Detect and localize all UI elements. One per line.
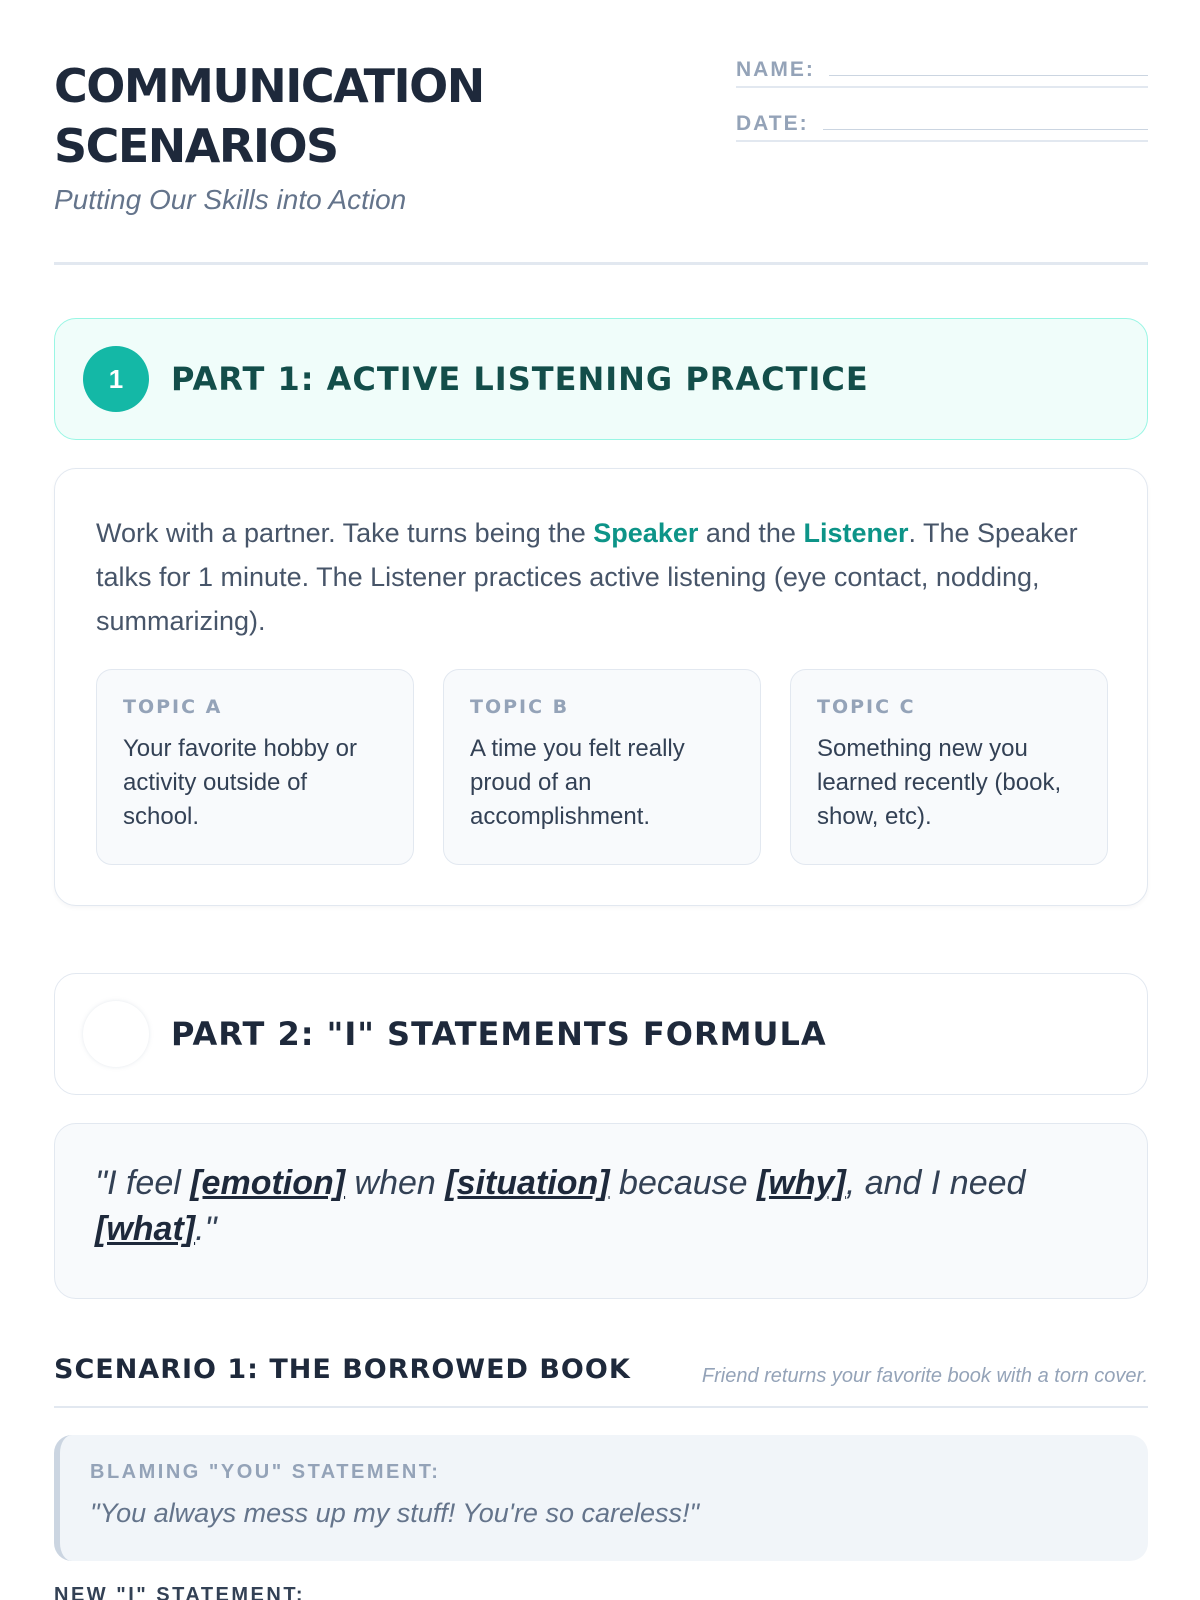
blaming-statement-text: "You always mess up my stuff! You're so careless!" [90,1498,700,1528]
scenario-title: SCENARIO 1: THE BORROWED BOOK [54,1354,631,1385]
part1-instructions [96,511,1106,643]
name-field[interactable] [829,75,1148,76]
intro-text-2: and the [698,518,804,548]
formula-blank-what: [what] [95,1210,196,1248]
formula-blank-why: [why] [757,1164,846,1202]
i-statement-formula [54,1123,1148,1299]
topic-card-b [443,669,761,865]
scenario-divider [54,1406,1148,1408]
title-line-1: COMMUNICATION [54,59,484,113]
topic-label: TOPIC B [470,696,570,718]
intro-text-1: Work with a partner. Take turns being the [96,518,594,548]
date-field[interactable] [823,129,1148,130]
part2-title: PART 2: "I" STATEMENTS FORMULA [171,1015,827,1053]
blaming-statement-label: BLAMING "YOU" STATEMENT: [90,1461,441,1483]
intro-text-3: . The Speaker talks for 1 minute. The Listener practices active listening (eye contact, nodding, summarizing). [96,518,1078,636]
formula-text: ." [195,1210,217,1248]
page-title [54,56,484,176]
formula-blank-emotion: [emotion] [190,1164,346,1202]
formula-text: because [609,1164,758,1202]
part2-step-badge: 2 [83,1001,149,1067]
formula-blank-situation: [situation] [445,1164,610,1202]
part1-title: PART 1: ACTIVE LISTENING PRACTICE [171,360,869,398]
formula-text: "I feel [95,1164,191,1202]
topic-card-c [790,669,1108,865]
topic-list [96,669,1108,865]
student-info [736,52,1148,160]
topic-card-a [96,669,414,865]
speaker-term: Speaker [593,518,699,548]
date-row [736,106,1148,142]
topic-text: Your favorite hobby or activity outside of school. [123,735,357,830]
header-divider [54,262,1148,265]
topic-label: TOPIC C [817,696,916,718]
name-label: NAME: [736,58,815,81]
part1-header[interactable] [54,318,1148,440]
topic-text: Something new you learned recently (book, show, etc). [817,735,1062,830]
blaming-statement-box [54,1435,1148,1561]
new-statement-label: NEW "I" STATEMENT: [54,1584,305,1600]
date-label: DATE: [736,112,809,135]
part1-step-badge: 1 [83,346,149,412]
name-row [736,52,1148,88]
worksheet-page [54,0,1148,1600]
topic-label: TOPIC A [123,696,223,718]
part2-header[interactable] [54,973,1148,1095]
part1-card [54,468,1148,906]
scenario-description: Friend returns your favorite book with a torn cover. [701,1365,1148,1387]
formula-text: , and I need [845,1164,1026,1202]
title-line-2: SCENARIOS [54,119,338,173]
formula-text: when [345,1164,446,1202]
topic-text: A time you felt really proud of an accomplishment. [470,735,685,830]
page-subtitle: Putting Our Skills into Action [54,184,407,215]
listener-term: Listener [803,518,909,548]
